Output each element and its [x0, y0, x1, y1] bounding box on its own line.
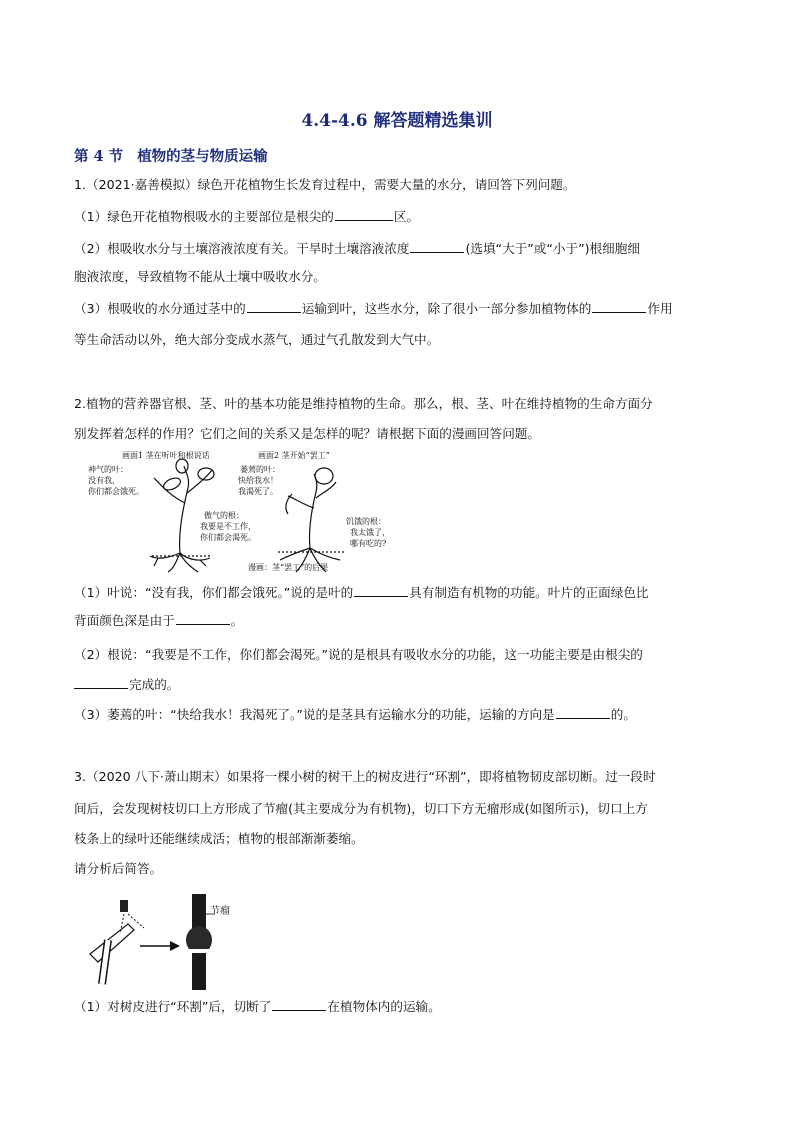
q3-part1: （1）对树皮进行“环割”后，切断了 在植物体内的运输。: [74, 999, 441, 1014]
leaf-speech-3: 你们都会饿死。: [88, 487, 144, 496]
answer-blank[interactable]: [556, 706, 610, 719]
q2-part2: （2）根说：“我要是不工作，你们都会渴死。”说的是根具有吸收水分的功能，这一功能主要是由根尖的: [74, 647, 643, 662]
q3-stem: 3.（2020 八下·萧山期末）如果将一棵小树的树干上的树皮进行“环割”，即将植物韧皮部切断。过一段时: [74, 769, 656, 784]
hungry-root-speech-2: 我太饿了，: [350, 528, 390, 537]
panel1-title: 画面1 茎在听叶和根说话: [122, 451, 210, 460]
q3-stem-3: 枝条上的绿叶还能继续成活；植物的根部渐渐萎缩。: [74, 831, 364, 846]
panel2-title: 画面2 茎开始“罢工”: [258, 451, 330, 460]
root-speech-3: 你们都会渴死。: [200, 533, 256, 542]
leaf-speech-2: 没有我，: [88, 476, 120, 485]
answer-blank[interactable]: [592, 300, 646, 313]
section-heading: [74, 145, 268, 166]
q3-stem-4: 请分析后简答。: [74, 861, 163, 876]
q2-stem: 2.植物的营养器官根、茎、叶的基本功能是维持植物的生命。那么，根、茎、叶在维持植物的生命方面分: [74, 396, 653, 411]
q1-part3: （3）根吸收的水分通过茎中的 运输到叶，这些水分，除了很小一部分参加植物体的 作用: [74, 301, 673, 316]
arrow-icon: [140, 941, 180, 951]
panel2-plant-illustration: [278, 468, 344, 572]
page-title: 4.4-4.6 解答题精选集训: [301, 111, 493, 131]
q1-part3-cont: 等生命活动以外，绝大部分变成水蒸气，通过气孔散发到大气中。: [74, 332, 440, 347]
wilted-leaf-speech-3: 我渴死了。: [238, 487, 278, 496]
q1-stem: 1.（2021·嘉善模拟）绿色开花植物生长发育过程中，需要大量的水分，请回答下列问题。: [74, 177, 576, 192]
q2-part3: （3）萎蔫的叶：“快给我水！我渴死了。”说的是茎具有运输水分的功能，运输的方向是 的。: [74, 707, 636, 722]
wilted-leaf-speech: 萎蔫的叶：: [240, 465, 280, 474]
hungry-root-speech: 饥饿的根：: [346, 517, 386, 526]
answer-blank[interactable]: [410, 240, 464, 253]
girdling-figure: [88, 894, 258, 990]
section-name: 植物的茎与物质运输: [137, 148, 268, 165]
q2-part2-cont: 完成的。: [74, 676, 724, 694]
hungry-root-speech-3: 哪有吃的?: [350, 539, 387, 548]
comic-figure: [88, 448, 398, 576]
comic-caption: 漫画：茎“罢工”的后果: [248, 563, 329, 572]
root-speech-2: 我要是不工作，: [200, 522, 256, 531]
q1-part2: （2）根吸收水分与土壤溶液浓度有关。干旱时土壤溶液浓度 (选填“大于”或“小于”)根细胞细: [74, 241, 640, 256]
answer-blank[interactable]: [335, 208, 393, 221]
girdled-branch-illustration: [90, 900, 144, 984]
wilted-leaf-speech-2: 快给我水！: [238, 476, 278, 485]
answer-blank[interactable]: [74, 676, 128, 689]
section-label: 第 4 节: [74, 148, 124, 165]
q1-part2-cont: 胞液浓度，导致植物不能从土壤中吸收水分。: [74, 269, 326, 284]
q1-part1: （1）绿色开花植物根吸水的主要部位是根尖的 区。: [74, 209, 420, 224]
answer-blank[interactable]: [176, 612, 230, 625]
root-speech: 傲气的根：: [204, 511, 244, 520]
q2-part1: （1）叶说：“没有我，你们都会饿死。”说的是叶的 具有制造有机物的功能。叶片的正面绿色比: [74, 585, 649, 600]
q3-stem-2: 间后，会发现树枝切口上方形成了节瘤(其主要成分为有机物)，切口下方无瘤形成(如图所示)，切口上方: [74, 801, 648, 816]
q2-part1-cont: 背面颜色深是由于 。: [74, 613, 244, 628]
leaf-speech: 神气的叶：: [88, 465, 128, 474]
gall-label: 节瘤: [210, 906, 230, 917]
answer-blank[interactable]: [272, 998, 326, 1011]
answer-blank[interactable]: [354, 584, 408, 597]
q2-stem-cont: 别发挥着怎样的作用？它们之间的关系又是怎样的呢？请根据下面的漫画回答问题。: [74, 426, 540, 441]
cut-ring-marker: [120, 900, 128, 912]
answer-blank[interactable]: [247, 300, 301, 313]
